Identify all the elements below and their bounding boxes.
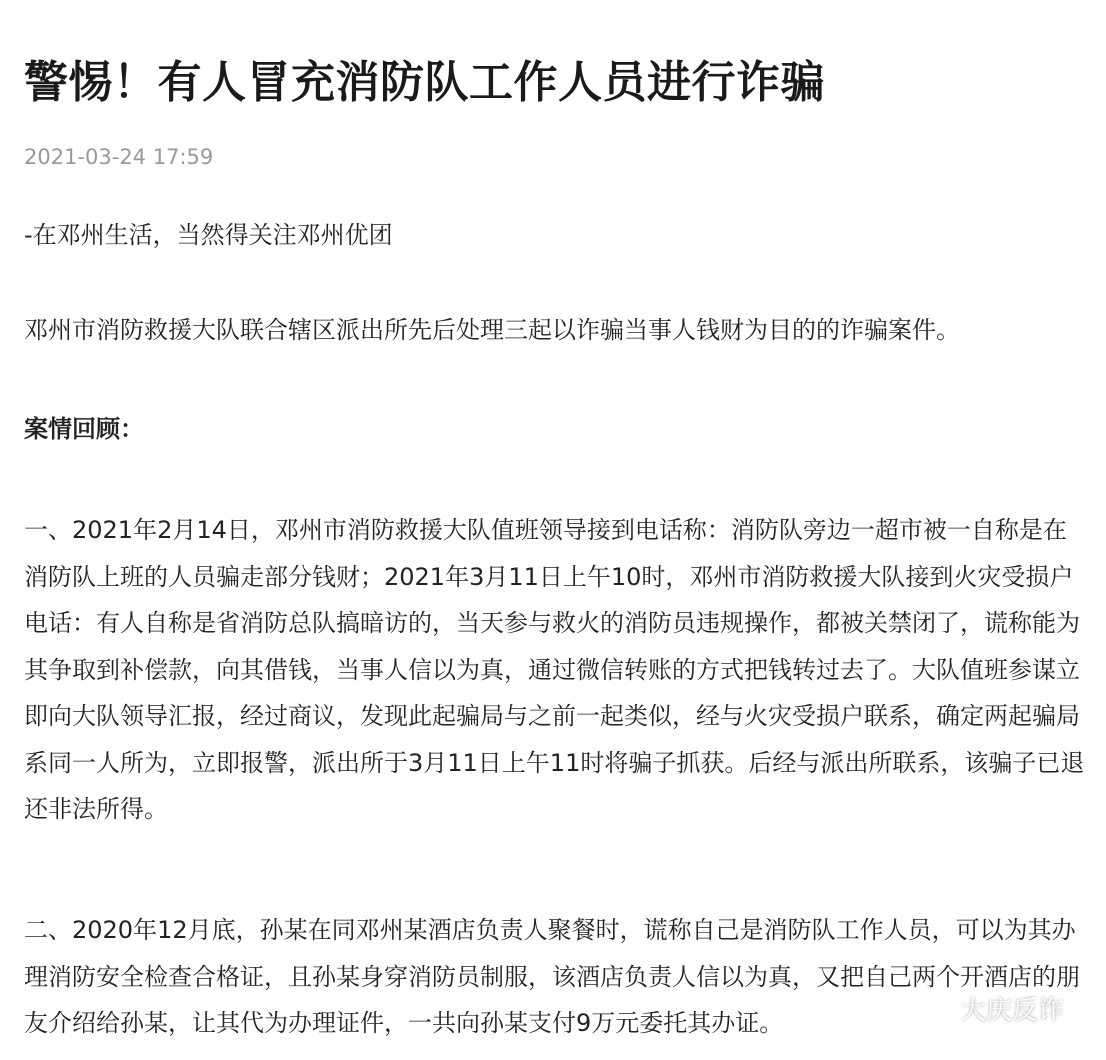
- publish-date: 2021-03-24 17:59: [24, 145, 214, 169]
- tagline-paragraph: -在邓州生活，当然得关注邓州优团: [24, 221, 393, 249]
- case-one-paragraph: 一、2021年2月14日，邓州市消防救援大队值班领导接到电话称：消防队旁边一超市被一自称是在消防队上班的人员骗走部分钱财；2021年3月11日上午10时，邓州市消防救援大队接到火灾受损户电话：有人自称是省消防总队搞暗访的，当天参与救火的消防员违规操作，都被关禁闭了，谎称能为其争取到补偿款，向其借钱，当事人信以为真，通过微信转账的方式把钱转过去了。大队值班参谋立即向大队领导汇报，经过商议，发现此起骗局与之前一起类似，经与火灾受损户联系，确定两起骗局系同一人所为，立即报警，派出所于3月11日上午11时将骗子抓获。后经与派出所联系，该骗子已退还非法所得。: [24, 516, 1085, 823]
- wechat-icon: [918, 995, 952, 1023]
- intro-paragraph: 邓州市消防救援大队联合辖区派出所先后处理三起以诈骗当事人钱财为目的的诈骗案件。: [24, 316, 960, 344]
- watermark: [918, 990, 1064, 1027]
- article-title: 警惕！有人冒充消防队工作人员进行诈骗: [24, 57, 825, 108]
- case-two-paragraph: 二、2020年12月底，孙某在同邓州某酒店负责人聚餐时，谎称自己是消防队工作人员，可以为其办理消防安全检查合格证，且孙某身穿消防员制服，该酒店负责人信以为真，又把自己两个开酒店的朋友介绍给孙某，让其代为办理证件，一共向孙某支付9万元委托其办证。: [24, 916, 1080, 1037]
- section-heading: 案情回顾：: [24, 415, 144, 443]
- watermark-text: 大庆反诈: [960, 996, 1065, 1026]
